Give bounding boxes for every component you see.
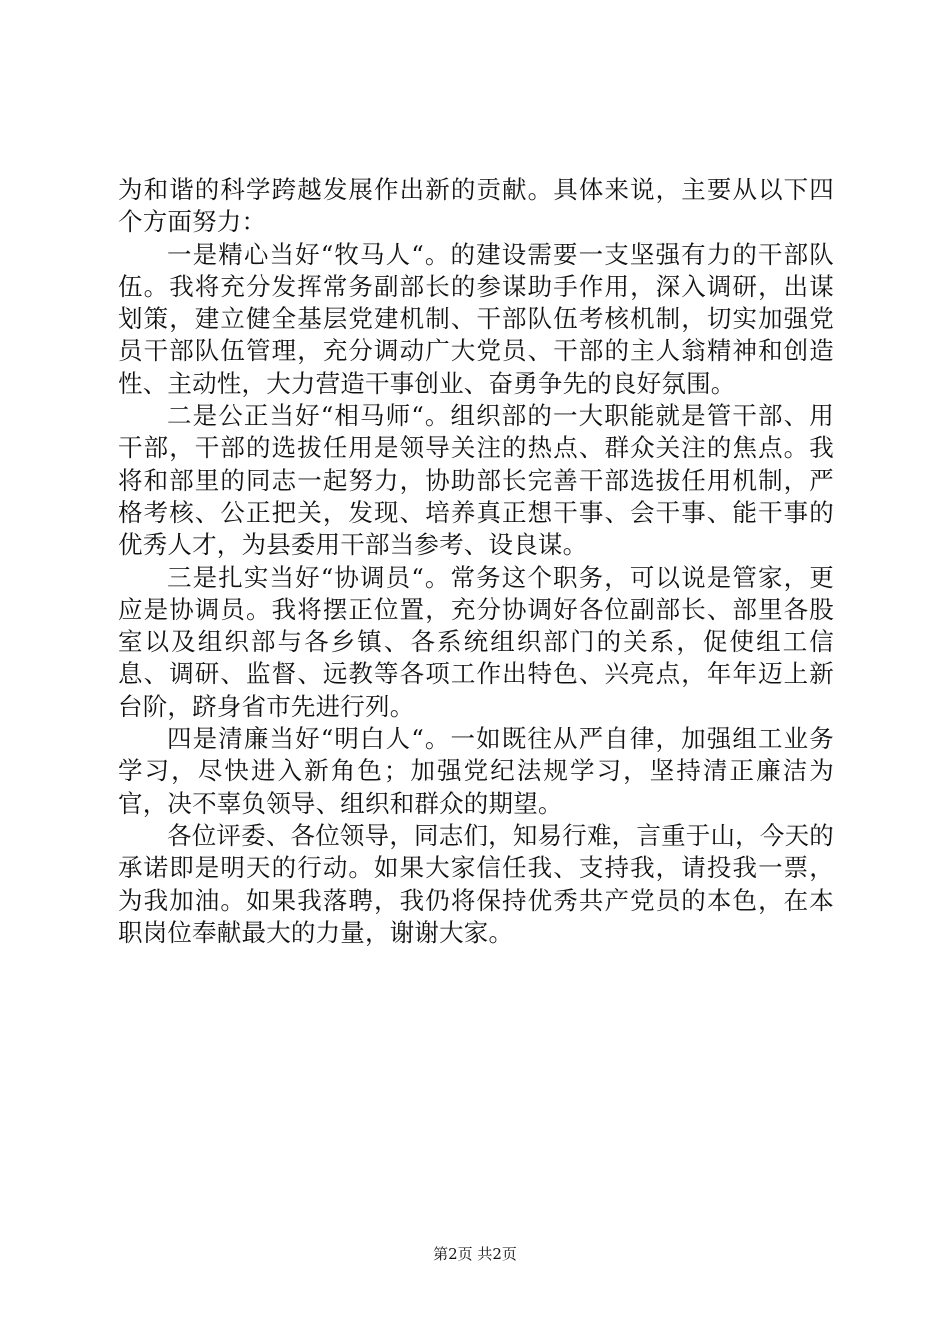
paragraph-point-two: 二是公正当好“相马师“。组织部的一大职能就是管干部、用干部，干部的选拔任用是领导关注的热点、群众关注的焦点。我将和部里的同志一起努力，协助部长完善干部选拔任用机制，严格考核、公正把关，发现、培养真正想干事、会干事、能干事的优秀人才，为县委用干部当参考、设良谋。 — [118, 401, 834, 560]
paragraph-closing: 各位评委、各位领导，同志们，知易行难，言重于山，今天的承诺即是明天的行动。如果大家信任我、支持我，请投我一票，为我加油。如果我落聘，我仍将保持优秀共产党员的本色，在本职岗位奉献最大的力量，谢谢大家。 — [118, 820, 834, 947]
paragraph-point-one: 一是精心当好“牧马人“。的建设需要一支坚强有力的干部队伍。我将充分发挥常务副部长的参谋助手作用，深入调研，出谋划策，建立健全基层党建机制、干部队伍考核机制，切实加强党员干部队伍管理，充分调动广大党员、干部的主人翁精神和创造性、主动性，大力营造干事创业、奋勇争先的良好氛围。 — [118, 239, 834, 398]
page-number-footer: 第2页 共2页 — [433, 1245, 517, 1263]
paragraph-intro: 为和谐的科学跨越发展作出新的贡献。具体来说，主要从以下四个方面努力： — [118, 175, 834, 237]
paragraph-point-four: 四是清廉当好“明白人“。一如既往从严自律，加强组工业务学习，尽快进入新角色；加强党纪法规学习，坚持清正廉洁为官，决不辜负领导、组织和群众的期望。 — [118, 724, 834, 818]
document-body — [118, 174, 834, 949]
paragraph-point-three: 三是扎实当好“协调员“。常务这个职务，可以说是管家，更应是协调员。我将摆正位置，充分协调好各位副部长、部里各股室以及组织部与各乡镇、各系统组织部门的关系，促使组工信息、调研、监督、远教等各项工作出特色、兴亮点，年年迈上新台阶，跻身省市先进行列。 — [118, 562, 834, 721]
